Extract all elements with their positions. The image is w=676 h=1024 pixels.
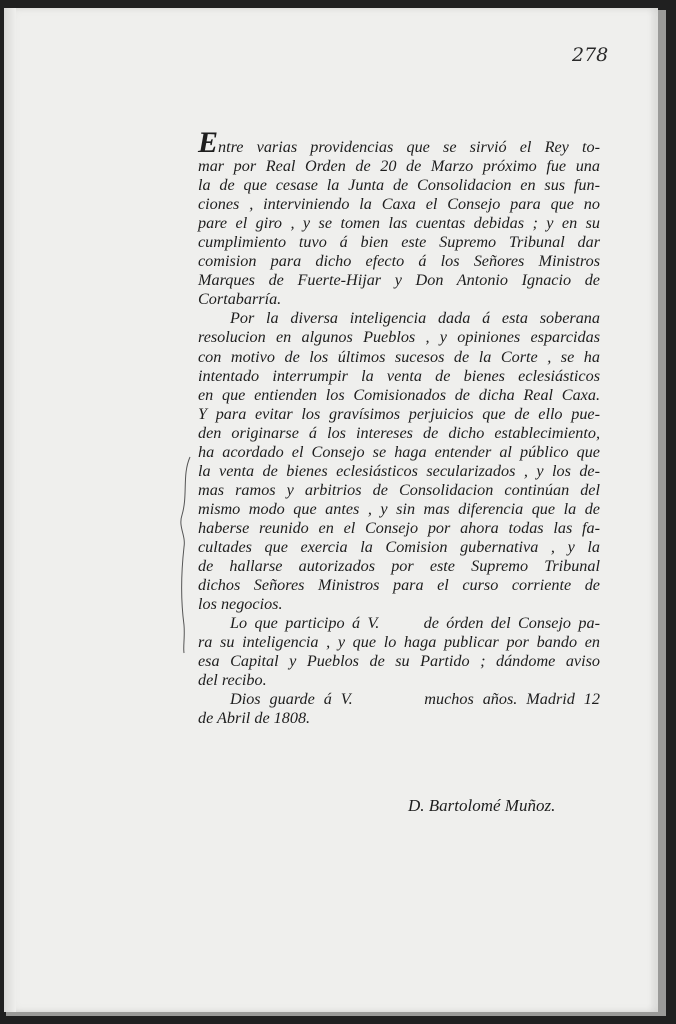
text-line: cumplimiento tuvo á bien este Supremo Tribunal dar: [198, 233, 600, 252]
text-line: cultades que exercia la Comision gubernativa , y la: [198, 537, 600, 556]
marginal-bracket-mark: [178, 455, 194, 655]
text-line: dichos Señores Ministros para el curso corriente de: [198, 576, 600, 595]
text-line: Entre varias providencias que se sirvió el Rey to-: [198, 126, 600, 159]
text-line: intentado interrumpir la venta de bienes eclesiásticos: [198, 366, 600, 385]
text-line: esa Capital y Pueblos de su Partido ; dándome aviso: [198, 652, 600, 671]
text-line: comision para dicho efecto á los Señores Ministros: [198, 252, 600, 271]
text-line: mismo modo que antes , y sin mas diferencia que la de: [198, 499, 600, 518]
text-line: haberse reunido en el Consejo por ahora todas las fa-: [198, 518, 600, 537]
text-line: Por la diversa inteligencia dada á esta soberana: [230, 309, 600, 328]
text-line: Y para evitar los gravísimos perjuicios que de ello pue-: [198, 404, 600, 423]
text-line: del recibo.: [198, 671, 267, 690]
text-line: Marques de Fuerte-Hijar y Don Antonio Ignacio de: [198, 271, 600, 290]
text-line: con motivo de los últimos sucesos de la Corte , se ha: [198, 347, 600, 366]
text-line: los negocios.: [198, 595, 283, 614]
text-line: ra su inteligencia , y que lo haga publicar por bando en: [198, 633, 600, 652]
text-line: ha acordado el Consejo se haga entender al público que: [198, 442, 600, 461]
text-line: Cortabarría.: [198, 290, 282, 309]
text-line: de Abril de 1808.: [198, 709, 311, 728]
text-line: ciones , interviniendo la Caxa el Consejo para que no: [198, 195, 600, 214]
signature: D. Bartolomé Muñoz.: [408, 796, 556, 815]
text-line: den originarse á los intereses de dicho establecimiento,: [198, 423, 600, 442]
text-line: mar por Real Orden de 20 de Marzo próximo fue una: [198, 157, 600, 176]
text-line: Lo que participo á V. de órden del Consejo pa-: [230, 614, 600, 633]
text-line: la venta de bienes eclesiásticos secularizados , y los de-: [198, 461, 600, 480]
text-line: Dios guarde á V. muchos años. Madrid 12: [230, 690, 600, 709]
text-line: resolucion en algunos Pueblos , y opiniones esparcidas: [198, 328, 600, 347]
text-line: de hallarse autorizados por este Supremo Tribunal: [198, 557, 600, 576]
text-line: pare el giro , y se tomen las cuentas debidas ; y en su: [198, 214, 600, 233]
letter-body: [198, 126, 600, 728]
page-binding-edge: [4, 8, 16, 1012]
text-line: en que entienden los Comisionados de dicha Real Caxa.: [198, 385, 600, 404]
text-line: la de que cesase la Junta de Consolidacion en sus fun-: [198, 176, 600, 195]
text-line: mas ramos y arbitrios de Consolidacion continúan del: [198, 480, 600, 499]
folio-number: 278: [572, 44, 609, 66]
drop-cap: E: [198, 126, 219, 159]
